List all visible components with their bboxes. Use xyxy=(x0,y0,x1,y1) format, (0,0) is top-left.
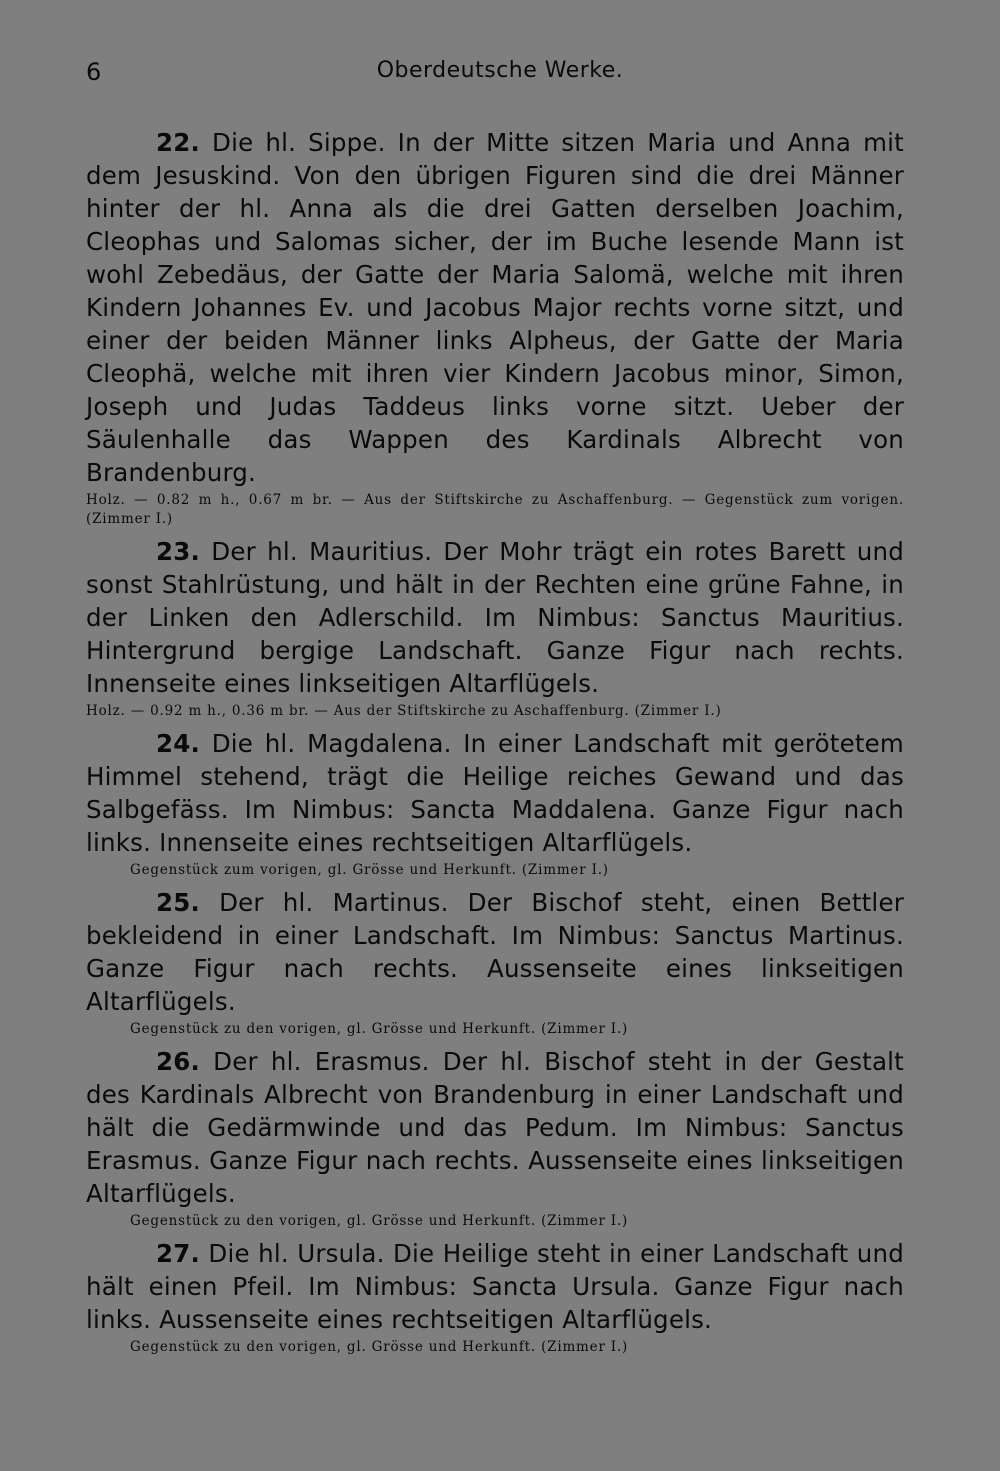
catalog-entry-24 xyxy=(86,727,904,880)
entry-text xyxy=(86,1237,904,1336)
entry-note: Holz. — 0.82 m h., 0.67 m br. — Aus der Stiftskirche zu Aschaffenburg. — Gegenstück zum vorigen. (Zimmer I.) xyxy=(86,492,904,527)
entry-number: 22. xyxy=(156,128,201,157)
catalog-entry-27 xyxy=(86,1237,904,1357)
entry-description: Die hl. Sippe. In der Mitte sitzen Maria und Anna mit dem Jesuskind. Von den übrigen Figuren sind die drei Männer hinter der hl. Anna als die drei Gatten derselben Joachim, Cleophas und Salomas sicher, der im Buche lesende Mann ist wohl Zebedäus, der Gatte der Maria Salomä, welche mit ihren Kindern Johannes Ev. und Jacobus Major rechts vorne sitzt, und einer der beiden Männer links Alpheus, der Gatte der Maria Cleophä, welche mit ihren vier Kindern Jacobus minor, Simon, Joseph und Judas Taddeus links vorne sitzt. Ueber der Säulenhalle das Wappen des Kardinals Albrecht von Brandenburg. xyxy=(86,128,904,487)
catalog-entry-22 xyxy=(86,126,904,529)
running-title: Oberdeutsche Werke. xyxy=(376,58,624,83)
entry-number: 26. xyxy=(156,1047,201,1076)
entry-text xyxy=(86,886,904,1018)
catalog-entry-25 xyxy=(86,886,904,1039)
catalog-entry-26 xyxy=(86,1045,904,1231)
entry-description: Der hl. Martinus. Der Bischof steht, einen Bettler bekleidend in einer Landschaft. Im Nimbus: Sanctus Martinus. Ganze Figur nach rechts. Aussenseite eines linkseitigen Altarflügels. xyxy=(86,888,904,1016)
entry-text xyxy=(86,126,904,489)
page-number: 6 xyxy=(86,58,102,86)
entry-description: Der hl. Mauritius. Der Mohr trägt ein rotes Barett und sonst Stahlrüstung, und hält in der Rechten eine grüne Fahne, in der Linken den Adlerschild. Im Nimbus: Sanctus Mauritius. Hintergrund bergige Landschaft. Ganze Figur nach rechts. Innenseite eines linkseitigen Altarflügels. xyxy=(86,537,904,698)
entry-note: Gegenstück zu den vorigen, gl. Grösse und Herkunft. (Zimmer I.) xyxy=(130,1339,629,1355)
catalog-entry-23 xyxy=(86,535,904,721)
entry-text xyxy=(86,727,904,859)
entry-note: Gegenstück zu den vorigen, gl. Grösse und Herkunft. (Zimmer I.) xyxy=(130,1021,629,1037)
entry-description: Der hl. Erasmus. Der hl. Bischof steht in der Gestalt des Kardinals Albrecht von Brandenburg in einer Landschaft und hält die Gedärmwinde und das Pedum. Im Nimbus: Sanctus Erasmus. Ganze Figur nach rechts. Aussenseite eines linkseitigen Altarflügels. xyxy=(86,1047,904,1208)
entry-number: 27. xyxy=(156,1239,201,1268)
entry-note: Gegenstück zum vorigen, gl. Grösse und Herkunft. (Zimmer I.) xyxy=(130,862,609,878)
entry-number: 25. xyxy=(156,888,201,917)
entry-description: Die hl. Magdalena. In einer Landschaft mit gerötetem Himmel stehend, trägt die Heilige reiches Gewand und das Salbgefäss. Im Nimbus: Sancta Maddalena. Ganze Figur nach links. Innenseite eines rechtseitigen Altarflügels. xyxy=(86,729,904,857)
entry-number: 24. xyxy=(156,729,201,758)
catalog-entries xyxy=(86,126,904,1363)
entry-number: 23. xyxy=(156,537,201,566)
entry-text xyxy=(86,535,904,700)
entry-description: Die hl. Ursula. Die Heilige steht in einer Landschaft und hält einen Pfeil. Im Nimbus: Sancta Ursula. Ganze Figur nach links. Aussenseite eines rechtseitigen Altarflügels. xyxy=(86,1239,904,1334)
entry-note: Gegenstück zu den vorigen, gl. Grösse und Herkunft. (Zimmer I.) xyxy=(130,1213,629,1229)
entry-note: Holz. — 0.92 m h., 0.36 m br. — Aus der Stiftskirche zu Aschaffenburg. (Zimmer I.) xyxy=(86,703,722,719)
running-head xyxy=(0,58,1000,92)
entry-text xyxy=(86,1045,904,1210)
